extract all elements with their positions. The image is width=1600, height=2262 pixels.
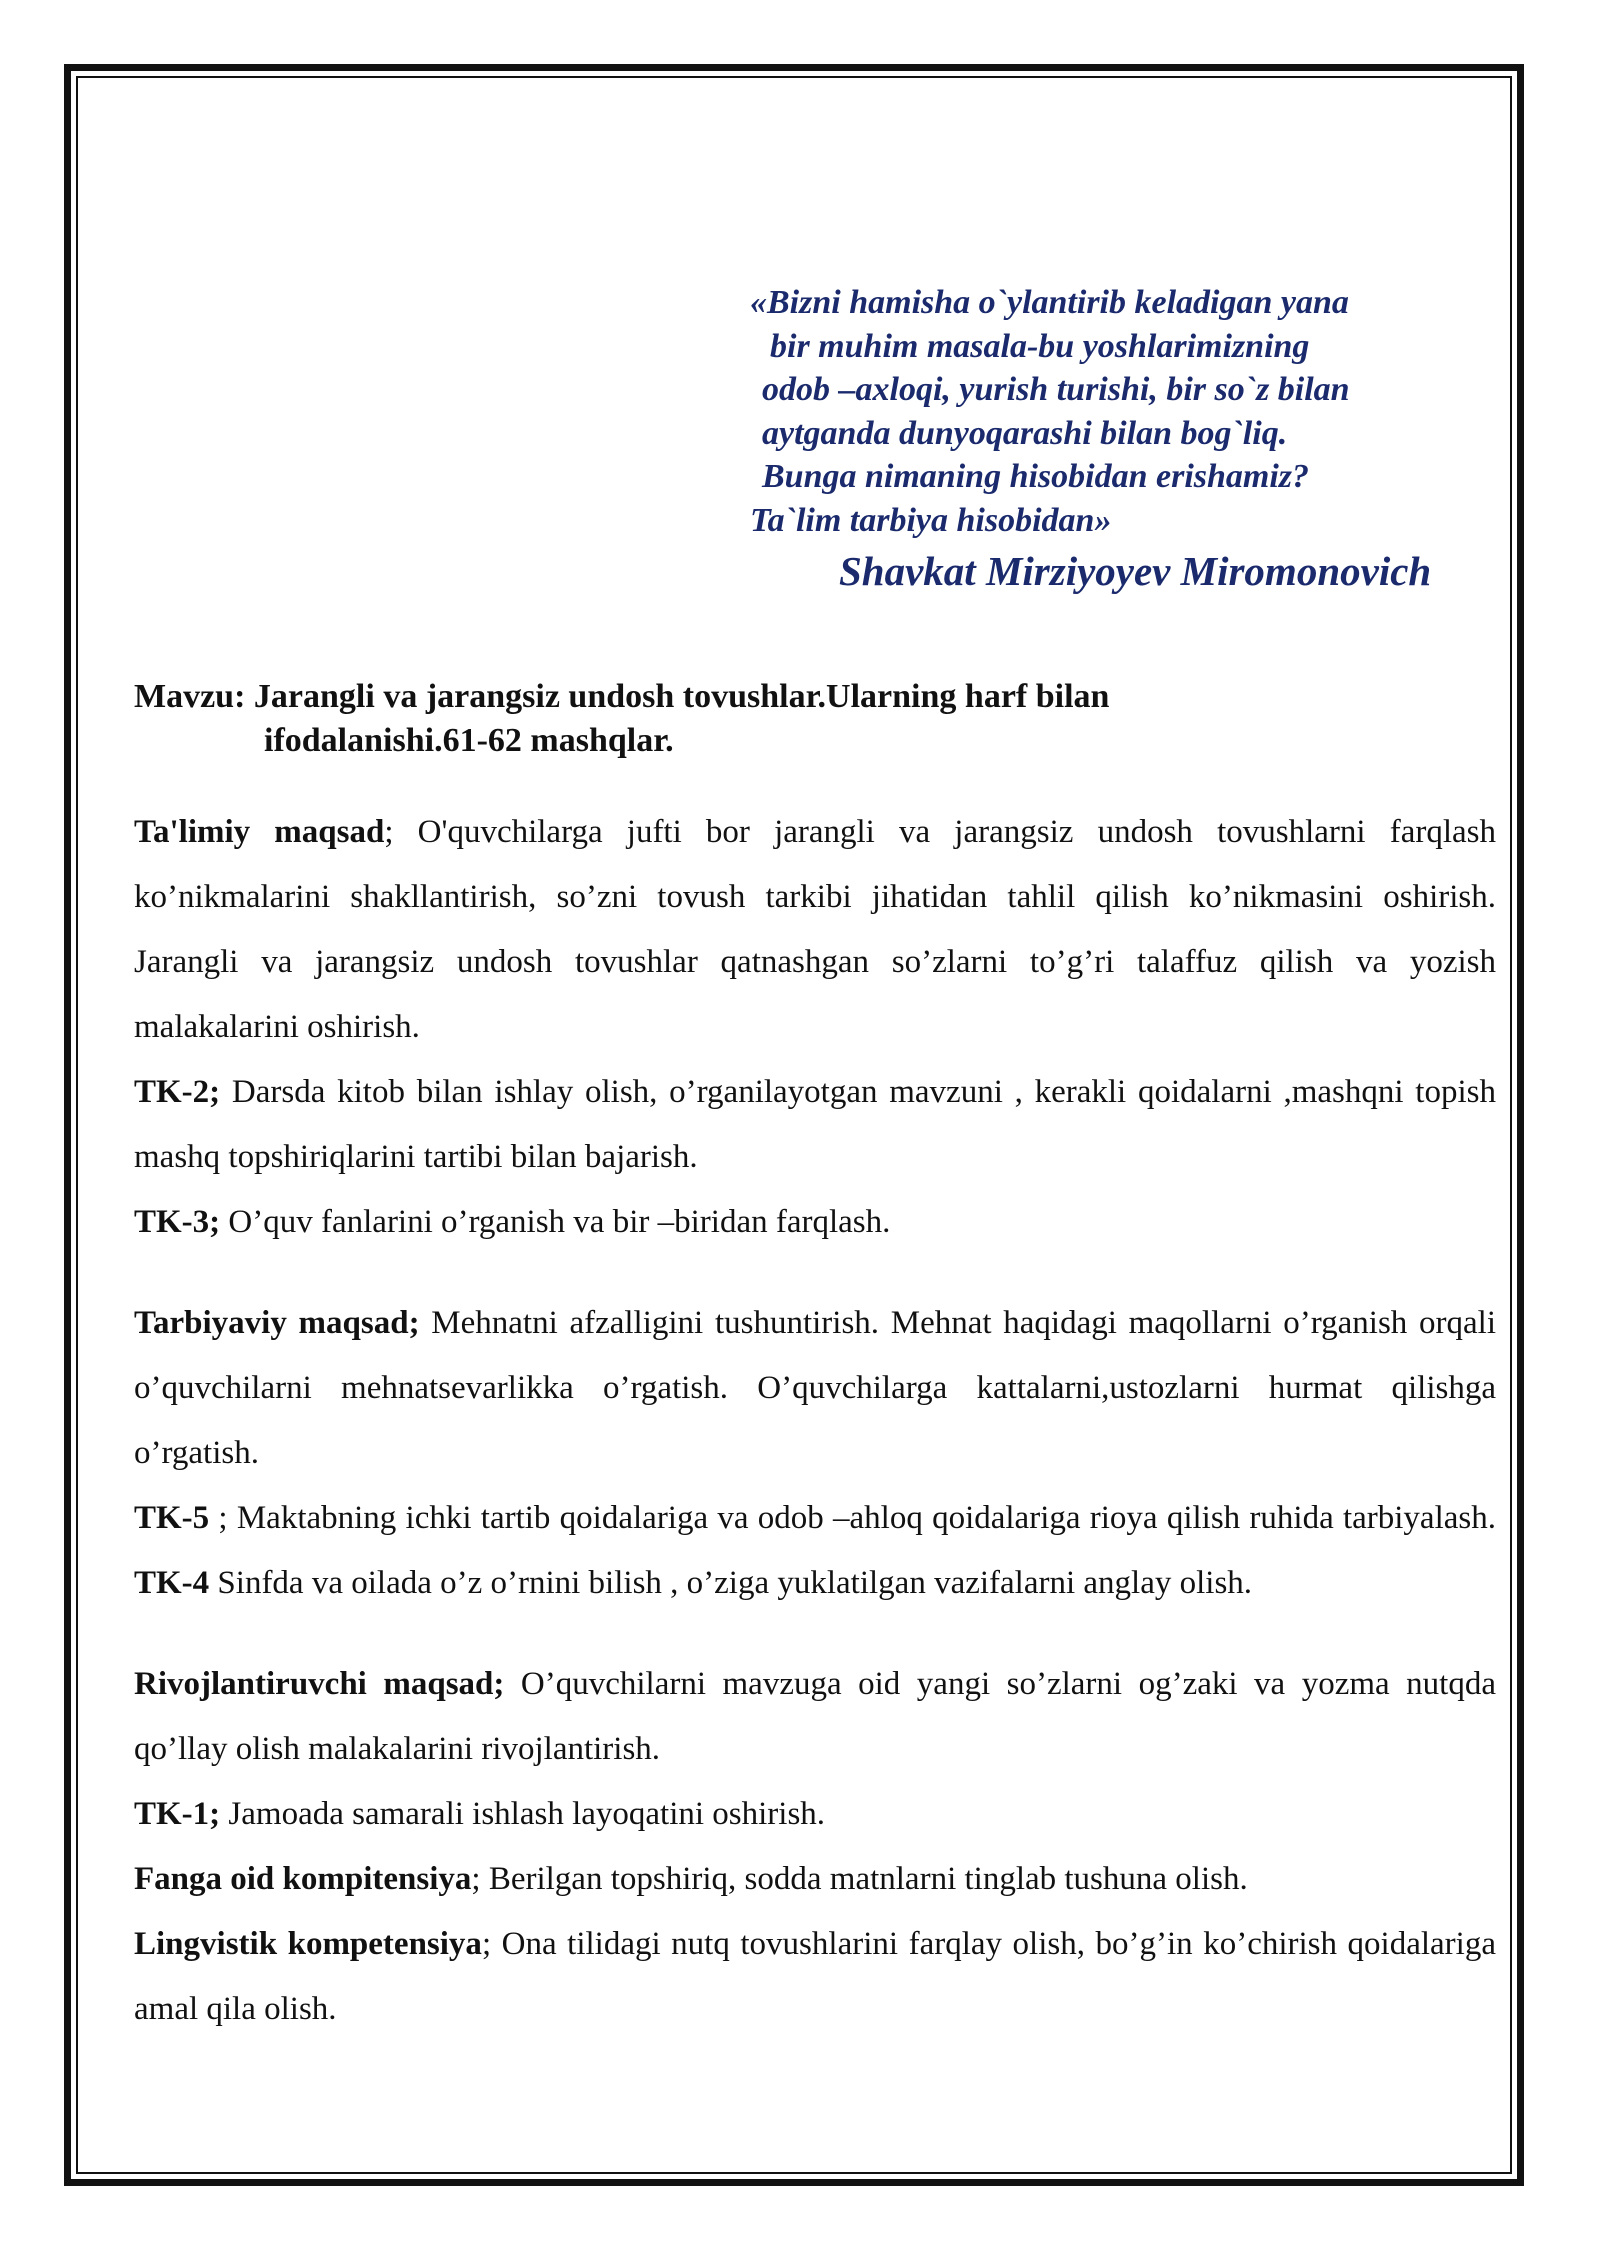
paragraph-tk3 [134,1190,1496,1255]
label-tk4: TK-4 [134,1565,210,1601]
label-lingvistik: Lingvistik kompetensiya [134,1926,482,1962]
epigraph-line-6: Ta`lim tarbiya hisobidan» [750,501,1112,539]
lesson-topic [134,675,1494,763]
label-tk1: TK-1; [134,1796,221,1832]
text-fanga: ; Berilgan topshiriq, sodda matnlarni tinglab tushuna olish. [471,1861,1248,1897]
epigraph-line-1: «Bizni hamisha o`ylantirib keladigan yana [750,284,1349,321]
topic-line-1 [134,675,1494,719]
paragraph-tk1 [134,1782,1496,1847]
text-tk2: Darsda kitob bilan ishlay olish, o’rganilayotgan mavzuni , kerakli qoidalarni ,mashqni topish mashq topshiriqlarini tartibi bilan bajarish. [134,1074,1496,1175]
topic-title-line-2: ifodalanishi.61-62 mashqlar. [264,722,674,759]
epigraph-author: Shavkat Mirziyoyev Miromonovich [839,548,1432,594]
text-tk1: Jamoada samarali ishlash layoqatini oshirish. [220,1796,826,1832]
text-lingvistik: ; Ona tilidagi nutq tovushlarini farqlay olish, bo’g’in ko’chirish qoidalariga amal qila olish. [134,1926,1496,2027]
spacer [134,1616,1496,1652]
epigraph-line-5: Bunga nimaning hisobidan erishamiz? [762,458,1310,495]
paragraph-tk5 [134,1486,1496,1616]
paragraph-rivojlantiruvchi [134,1652,1496,1782]
paragraph-tk2 [134,1060,1496,1190]
text-tk5: ; Maktabning ichki tartib qoidalariga va odob –ahloq qoidalariga rioya qilish ruhida tarbiyalash. [209,1500,1496,1536]
label-rivojlantiruvchi: Rivojlantiruvchi maqsad; [134,1666,505,1702]
spacer [134,1255,1496,1291]
text-rivojlantiruvchi: O’quvchilarni mavzuga oid yangi so’zlarni og’zaki va yozma nutqda qo’llay olish malakalarini rivojlantirish. [134,1666,1496,1767]
lesson-objectives [134,800,1496,2042]
paragraph-lingvistik [134,1912,1496,2042]
topic-title-line-1: Jarangli va jarangsiz undosh tovushlar.Ularning harf bilan [253,678,1110,715]
paragraph-tarbiyaviy [134,1291,1496,1486]
text-talimiy: ; O'quvchilarga jufti bor jarangli va jarangsiz undosh tovushlarni farqlash ko’nikmalarini shakllantirish, so’zni tovush tarkibi jihatidan tahlil qilish ko’nikmasini oshirish. Jarangli va jarangsiz undosh tovushlar qatnashgan so’zlarni to’g’ri talaffuz qilish va yozish malakalarini oshirish. [134,814,1496,1045]
text-tarbiyaviy: Mehnatni afzalligini tushuntirish. Mehnat haqidagi maqollarni o’rganish orqali o’quvchilarni mehnatsevarlikka o’rgatish. O’quvchilarga kattalarni,ustozlarni hurmat qilishga o’rgatish. [134,1305,1496,1471]
label-tk5: TK-5 [134,1500,210,1536]
epigraph-line-4: aytganda dunyoqarashi bilan bog`liq. [762,414,1288,452]
epigraph-line-2: bir muhim masala-bu yoshlarimizning [770,327,1310,365]
paragraph-talimiy [134,800,1496,1060]
text-tk3: O’quv fanlarini o’rganish va bir –biridan farqlash. [220,1204,891,1240]
topic-label: Mavzu: [134,678,246,715]
paragraph-fanga [134,1847,1496,1912]
text-tk4: Sinfda va oilada o’z o’rnini bilish , o’ziga yuklatilgan vazifalarni anglay olish. [209,1565,1253,1601]
epigraph-quote [750,281,1510,596]
label-talimiy: Ta'limiy maqsad [134,814,385,850]
label-tk3: TK-3; [134,1204,221,1240]
label-tarbiyaviy: Tarbiyaviy maqsad; [134,1305,420,1341]
epigraph-line-3: odob –axloqi, yurish turishi, bir so`z bilan [762,371,1350,408]
label-fanga: Fanga oid kompitensiya [134,1861,472,1897]
label-tk2: TK-2; [134,1074,221,1110]
